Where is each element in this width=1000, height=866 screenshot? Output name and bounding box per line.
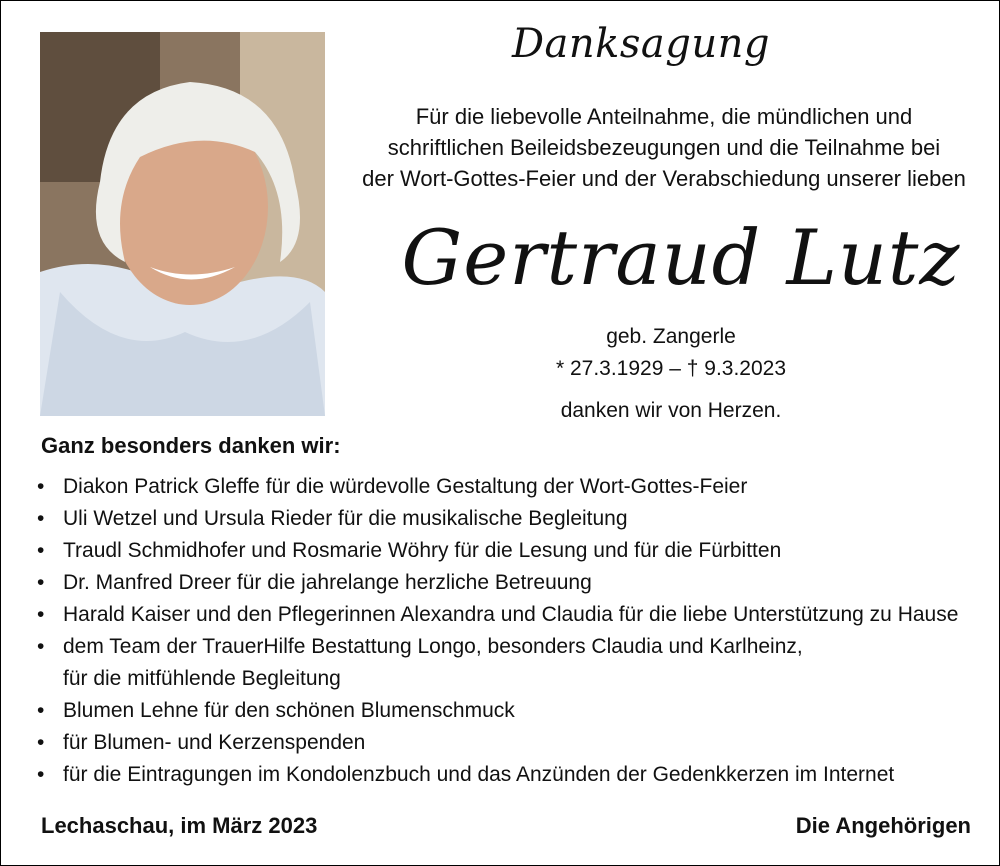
intro-text <box>337 101 991 194</box>
list-item: • für Blumen- und Kerzenspenden <box>37 727 987 759</box>
closing-line: danken wir von Herzen. <box>560 399 782 422</box>
portrait-photo <box>40 32 325 416</box>
signature: Die Angehörigen <box>795 813 971 838</box>
life-dates: * 27.3.1929 – † 9.3.2023 <box>555 357 787 380</box>
special-thanks-heading: Ganz besonders danken wir: <box>41 433 341 458</box>
deceased-name: Gertraud Lutz <box>401 213 961 302</box>
list-item: • dem Team der TrauerHilfe Bestattung Longo, besonders Claudia und Karlheinz, <box>37 631 987 663</box>
list-item: • Harald Kaiser und den Pflegerinnen Alexandra und Claudia für die liebe Unterstützung zu Hause <box>37 599 987 631</box>
list-item: • für die Eintragungen im Kondolenzbuch und das Anzünden der Gedenkkerzen im Internet <box>37 759 987 791</box>
list-item: • Diakon Patrick Gleffe für die würdevolle Gestaltung der Wort-Gottes-Feier <box>37 471 987 503</box>
header-title: Danksagung <box>511 21 771 67</box>
list-item: • Traudl Schmidhofer und Rosmarie Wöhry für die Lesung und für die Fürbitten <box>37 535 987 567</box>
intro-line: Für die liebevolle Anteilnahme, die mündlichen und <box>415 104 913 129</box>
special-thanks-list <box>37 471 987 791</box>
list-item: • Dr. Manfred Dreer für die jahrelange herzliche Betreuung <box>37 567 987 599</box>
list-item: • Uli Wetzel und Ursula Rieder für die musikalische Begleitung <box>37 503 987 535</box>
list-item-continuation: für die mitfühlende Begleitung <box>63 667 341 690</box>
maiden-name: geb. Zangerle <box>606 325 736 348</box>
place-date: Lechaschau, im März 2023 <box>41 813 318 838</box>
list-item: • Blumen Lehne für den schönen Blumenschmuck <box>37 695 987 727</box>
intro-line: der Wort-Gottes-Feier und der Verabschiedung unserer lieben <box>362 166 966 191</box>
intro-line: schriftlichen Beileidsbezeugungen und die Teilnahme bei <box>387 135 941 160</box>
